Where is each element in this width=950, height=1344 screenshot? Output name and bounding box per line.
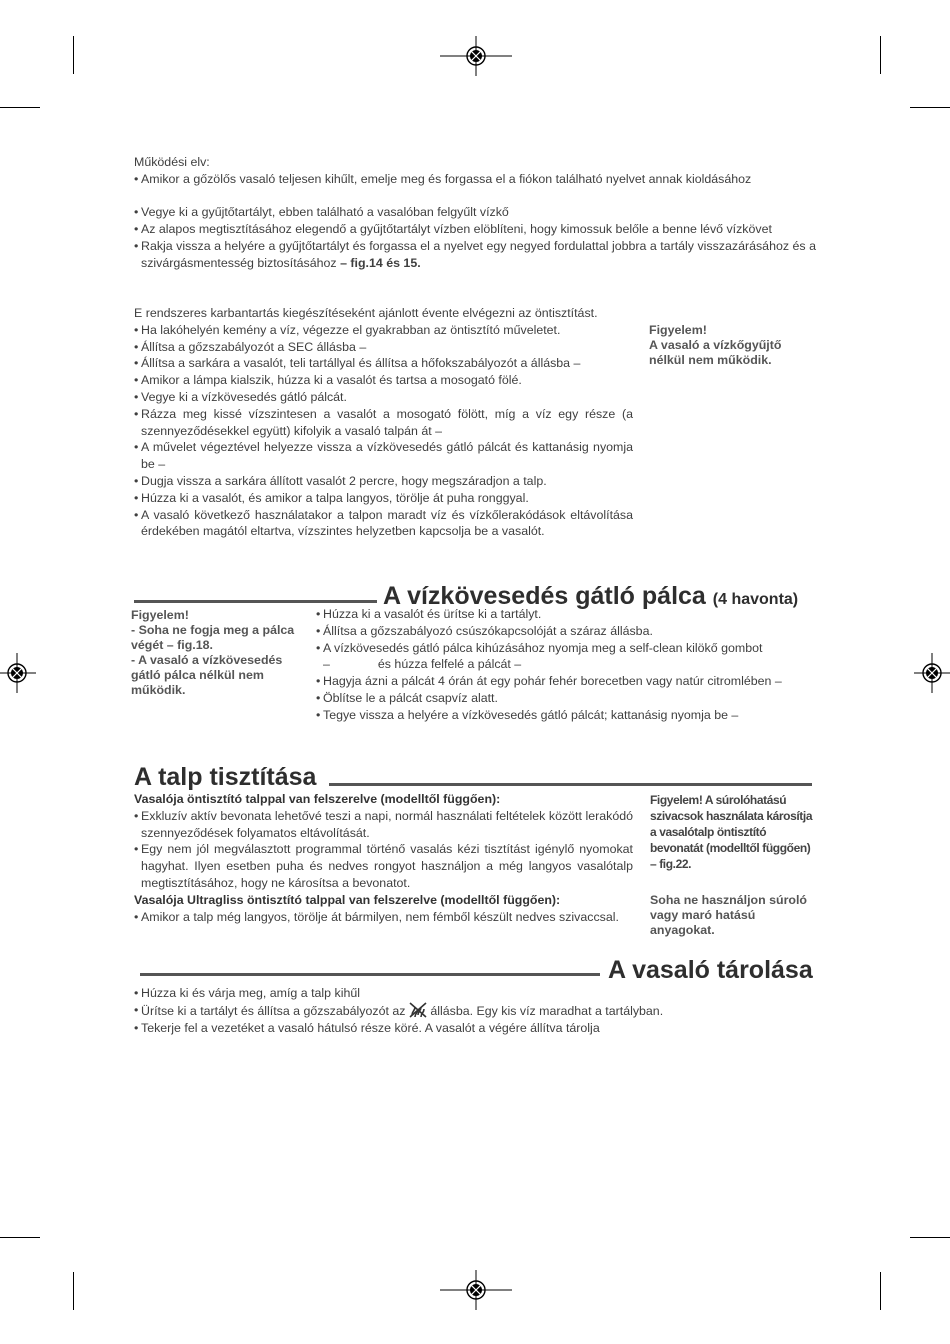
crop-mark	[73, 1272, 74, 1310]
registration-mark-icon	[440, 36, 512, 76]
list-item: • Hagyja ázni a pálcát 4 órán át egy pohár fehér borecetben vagy natúr citromlében –	[316, 673, 816, 690]
crop-mark	[910, 1237, 950, 1238]
list-item: • A vasaló következő használatakor a talpon maradt víz és vízkőlerakódások eltávolítása érdekében magától eltartva, vízszintes helyzetben kapcsolja be a vasalót.	[134, 507, 633, 541]
list-item: • Dugja vissza a sarkára állított vasalót 2 percre, hogy megszáradjon a talp.	[134, 473, 633, 490]
list-item: • Exkluzív aktív bevonata lehetővé teszi a napi, normál használati feltételek között lerakódó szennyeződések folyamatos eltávolítását.	[134, 808, 633, 842]
rod-warning	[131, 608, 303, 698]
list-item: • Amikor a talp még langyos, törölje át bármilyen, nem fémből készült nedves szivaccsal.	[134, 909, 633, 926]
rod-title-frequency: (4 havonta)	[712, 591, 799, 608]
list-item-continuation: és húzza felfelé a pálcát –	[377, 657, 522, 672]
sole-subheading: Vasalója Ultragliss öntisztító talppal van felszerelve (modelltől függően):	[134, 892, 561, 907]
list-item: • Az alapos megtisztításához elegendő a gyűjtőtartályt vízben elöblíteni, hogy kimossuk belőle a benne lévő vízkövet	[134, 221, 816, 238]
no-steam-icon	[409, 1002, 427, 1018]
list-item: • Öblítse le a pálcát csapvíz alatt.	[316, 690, 816, 707]
rod-title-text: A vízkövesedés gátló pálca	[383, 582, 706, 610]
sole-subheading: Vasalója öntisztító talppal van felszerelve (modelltől függően):	[134, 792, 501, 806]
storage-section	[134, 985, 834, 1036]
rod-list	[316, 606, 816, 724]
dash: –	[323, 657, 330, 672]
sole-caution: Soha ne használjon súroló vagy maró hatású anyagokat.	[650, 893, 807, 937]
section-rule	[140, 973, 600, 976]
intro-heading: Működési elv:	[134, 155, 210, 169]
fig-reference: – fig.14 és 15.	[340, 255, 421, 270]
list-item	[134, 238, 816, 272]
sole-title: A talp tisztítása	[134, 763, 317, 791]
list-item: • A művelet végeztével helyezze vissza a vízkövesedés gátló pálcát és kattanásig nyomja be –	[134, 439, 633, 473]
list-item-text: Ürítse ki a tartályt és állítsa a gőzszabályozót az	[141, 1003, 406, 1018]
registration-mark-icon	[440, 1270, 512, 1310]
crop-mark	[880, 36, 881, 74]
list-item: • Húzza ki a vasalót, és amikor a talpa langyos, törölje át puha ronggyal.	[134, 490, 633, 507]
registration-mark-icon	[914, 653, 950, 693]
crop-mark	[0, 1237, 40, 1238]
sole-list	[134, 808, 633, 892]
warning-line: - A vasaló a vízkövesedés gátló pálca nélkül nem működik.	[131, 653, 283, 697]
list-item: • Tegyе vissza a helyére a vízkövesedés gátló pálcát; kattanásig nyomja be –	[316, 707, 816, 724]
maintenance-list	[134, 322, 633, 540]
sole-section	[134, 791, 633, 925]
sole-warning: Figyelem! A súrolóhatású szivacsok használata károsítja a vasalótalp öntisztító bevonatát (modelltől függően) – fig.22.	[650, 793, 813, 871]
list-item: • Tekerje fel a vezetéket a vasaló hátulsó része köré. A vasalót a végére állítva tárolja	[134, 1020, 834, 1037]
sole-list	[134, 909, 633, 926]
list-item: • Állítsa a gőzszabályozót a SEC állásba –	[134, 339, 633, 356]
list-item: • Vegye ki a vízkövesedés gátló pálcát.	[134, 389, 633, 406]
list-item: • Amikor a lámpa kialszik, húzza ki a vasalót és tartsa a mosogató fölé.	[134, 372, 633, 389]
maintenance-warning	[649, 323, 809, 368]
list-item	[134, 1002, 834, 1020]
warning-body: A vasaló a vízkőgyűjtő nélkül nem működik.	[649, 338, 782, 367]
list-item: • Rázza meg kissé vízszintesen a vasalót a mosogató fölött, míg a víz egy része (a szennyeződésekkel együtt) kifolyik a vasaló talpán át –	[134, 406, 633, 440]
registration-mark-icon	[0, 653, 36, 693]
section-rule	[329, 783, 812, 786]
list-item: • Ha lakóhelyén kemény a víz, végezze el gyakrabban az öntisztító műveletet.	[134, 322, 633, 339]
list-item: • Húzza ki és várja meg, amíg a talp kihűl	[134, 985, 834, 1002]
list-item: • Állítsa a sarkára a vasalót, teli tartállyal és állítsa a hőfokszabályozót a állásba –	[134, 355, 633, 372]
warning-line: - Soha ne fogja meg a pálca végét – fig.18.	[131, 623, 295, 652]
storage-list	[134, 985, 834, 1036]
list-item: • Egy nem jól megválasztott programmal történő vasalás kézi tisztítást igénylő nyomokat hagyhat. Ilyen esetben puha és nedves rongyot használjon a még langyos vasalótalp megtisztításához, hogy ne károsítsa a bevonatot.	[134, 841, 633, 891]
list-item: • Húzza ki a vasalót és ürítse ki a tartályt.	[316, 606, 816, 623]
list-item	[316, 640, 816, 674]
list-item: • Amikor a gőzölős vasaló teljesen kihűlt, emelje meg és forgassa el a fiókon található nyelvet annak kioldásához	[134, 171, 816, 188]
rod-steps	[316, 606, 816, 724]
list-item-text: A vízkövesedés gátló pálca kihúzásához nyomja meg a self-clean kilökő gombot	[323, 640, 763, 655]
section-rule	[134, 600, 377, 603]
intro-list	[134, 171, 816, 272]
crop-mark	[73, 36, 74, 74]
maintenance-lead: E rendszeres karbantartás kiegészítéseként ajánlott évente elvégezni az öntisztítást.	[134, 306, 598, 320]
crop-mark	[910, 107, 950, 108]
list-item-text: állásba. Egy kis víz maradhat a tartályban.	[430, 1003, 664, 1018]
crop-mark	[0, 107, 40, 108]
intro-section	[134, 154, 816, 272]
maintenance-section	[134, 305, 633, 540]
storage-title: A vasaló tárolása	[608, 956, 813, 984]
warning-title: Figyelem!	[131, 608, 189, 622]
list-item: • Vegye ki a gyűjtőtartályt, ebben található a vasalóban felgyűlt vízkő	[134, 204, 816, 221]
crop-mark	[880, 1272, 881, 1310]
list-item: • Állítsa a gőzszabályozó csúszókapcsolóját a száraz állásba.	[316, 623, 816, 640]
warning-title: Figyelem!	[649, 323, 707, 337]
list-item-text: Rakja vissza a helyére a gyűjtőtartályt és forgassa el a nyelvet egy negyed fordulattal jobbra a tartály visszazárásához és a szivárgásmentesség biztosításához	[141, 238, 816, 270]
